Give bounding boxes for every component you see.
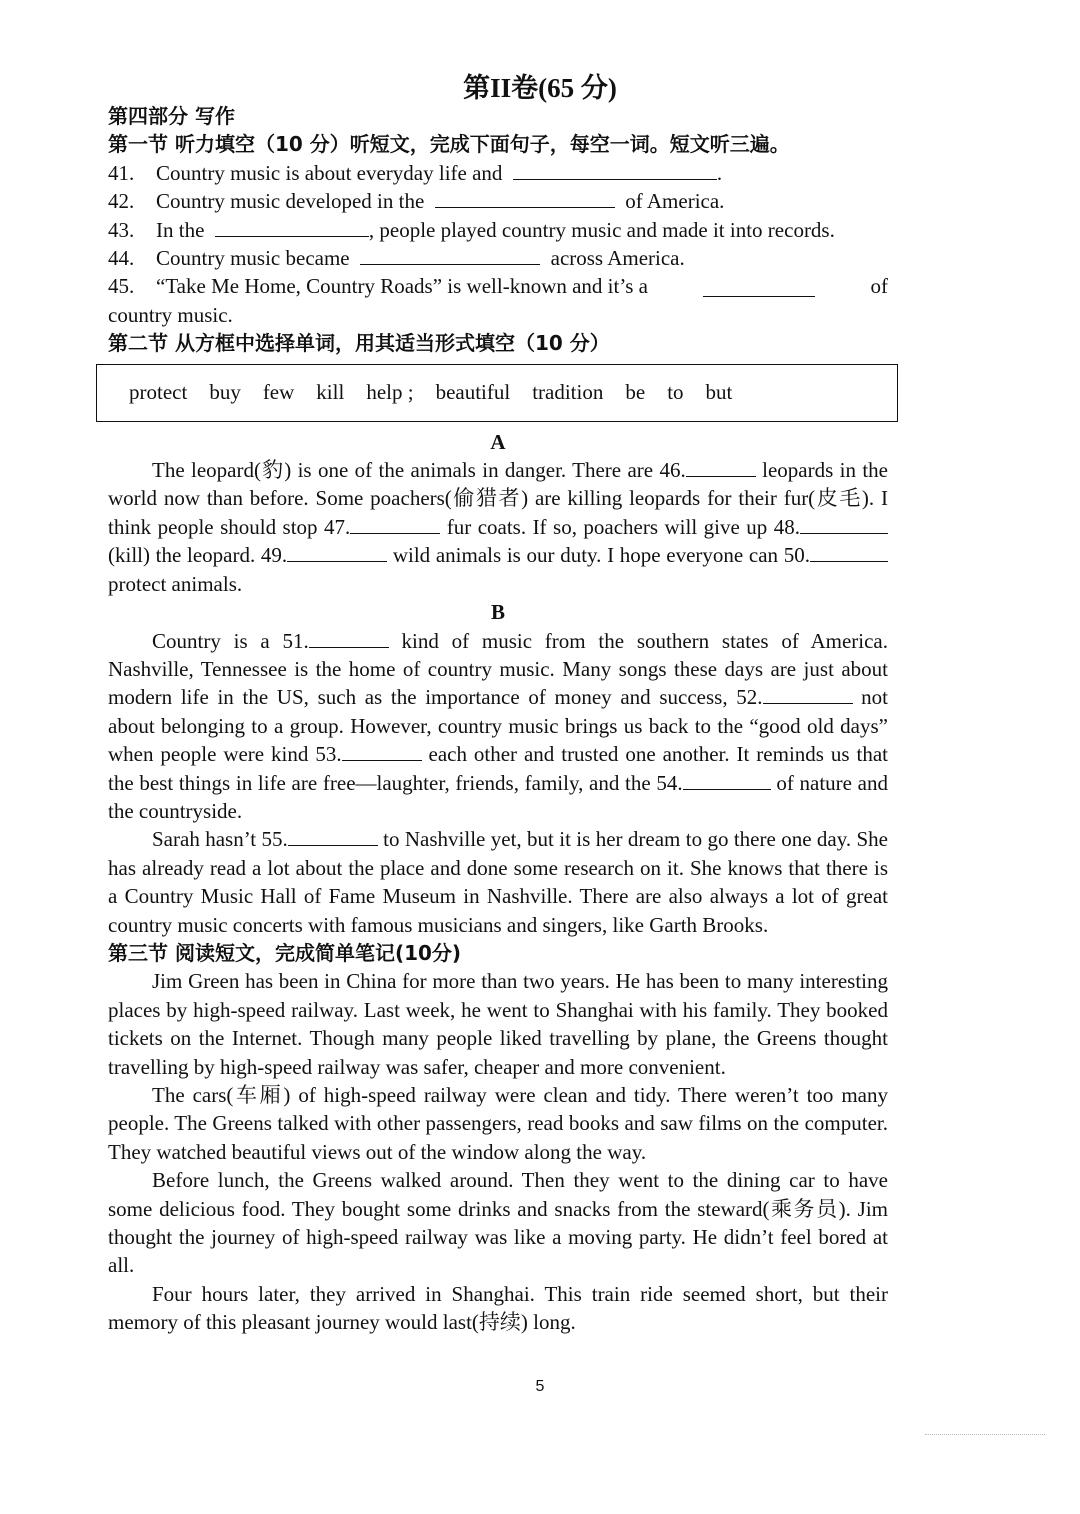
reading-paragraph-1: Jim Green has been in China for more than two years. He has been to many interesting places by high-speed railway. Last week, he went to Shanghai with his family. They booked tickets on the Internet. Though many people liked travelling by plane, the Greens thought travelling by high-speed railway was safer, cheaper and more convenient. — [108, 969, 888, 1079]
question-text: Country music developed in the — [156, 189, 425, 214]
reading-paragraph-3: Before lunch, the Greens walked around. Then they went to the dining car to have some delicious food. They bought some drinks and snacks from the steward(乘务员). Jim thought the journey of high-speed railway was like a moving party. He didn’t feel bored at all. — [108, 1168, 888, 1278]
section2-heading: 第二节 从方框中选择单词，用其适当形式填空（10 分） — [108, 331, 610, 356]
passage-text: fur coats. If so, poachers will give up 48. — [440, 514, 800, 539]
passage-a-label: A — [490, 429, 506, 454]
question-text: Country music became — [156, 246, 350, 271]
word-option: few — [262, 380, 295, 405]
passage-text: of nature and the countryside. — [108, 770, 888, 823]
passage-text: Sarah hasn’t 55. — [152, 827, 288, 852]
word-option: tradition — [532, 380, 604, 405]
reading-paragraph-4: Four hours later, they arrived in Shanghai. This train ride seemed short, but their memory of this pleasant journey would last(持续) long. — [108, 1281, 888, 1335]
passage-text: each other and trusted one another. It reminds us that the best things in life are free—laughter, friends, family, and the 54. — [108, 742, 888, 795]
answer-blank[interactable] — [309, 629, 389, 648]
answer-blank[interactable] — [683, 771, 771, 790]
answer-blank[interactable] — [810, 543, 888, 562]
passage-text: wild animals is our duty. I hope everyone can 50. — [387, 543, 810, 568]
answer-blank-42[interactable] — [435, 189, 615, 208]
question-text: Country music is about everyday life and — [156, 160, 503, 185]
question-text-after: across America. — [550, 246, 685, 271]
question-number: 42. — [108, 189, 135, 214]
answer-blank[interactable] — [686, 458, 756, 477]
answer-blank[interactable] — [342, 742, 422, 761]
answer-blank[interactable] — [800, 515, 888, 534]
passage-b-label: B — [490, 600, 505, 625]
question-text-after: . — [716, 160, 723, 185]
passage-b-paragraph-2 — [108, 825, 888, 939]
q42-line — [108, 187, 888, 215]
passage-text: not about belonging to a group. However, country music brings us back to the “good old days” when people were kind 53. — [108, 685, 889, 767]
word-option: protect — [129, 380, 188, 405]
question-text: In the — [156, 217, 205, 242]
q45-line — [108, 272, 888, 300]
passage-text: (kill) the leopard. 49. — [108, 543, 288, 568]
question-text: “Take Me Home, Country Roads” is well-known and it’s a — [156, 274, 648, 299]
word-option: to — [667, 380, 684, 405]
q45-continuation: country music. — [108, 302, 233, 327]
passage-text: to Nashville yet, but it is her dream to go there one day. She has already read a lot about the place and done some research on it. She knows that there is a Country Music Hall of Fame Museum in Nashville. There are also always a lot of great country music concerts with famous musicians and singers, like Garth Brooks. — [108, 827, 888, 937]
q43-line — [108, 216, 888, 244]
reading-paragraph-2: The cars(车厢) of high-speed railway were clean and tidy. There weren’t too many people. The Greens talked with other passengers, read books and saw films on the computer. They watched beautiful views out of the window along the way. — [108, 1083, 888, 1164]
question-number: 43. — [108, 217, 135, 242]
word-option: buy — [209, 380, 241, 405]
section3-heading: 第三节 阅读短文，完成简单笔记(10分) — [108, 940, 462, 965]
word-option: but — [705, 380, 733, 405]
passage-text: The leopard(豹) is one of the animals in danger. There are 46. — [152, 458, 686, 483]
page-title: 第II卷(65 分) — [463, 73, 617, 103]
question-text-after: , people played country music and made it into records. — [368, 217, 835, 242]
q44-line — [108, 244, 888, 272]
passage-text: protect animals. — [108, 571, 243, 596]
page-number: 5 — [535, 1378, 545, 1395]
answer-blank-44[interactable] — [360, 246, 540, 265]
answer-blank-45[interactable] — [703, 278, 815, 297]
divider — [925, 1434, 1045, 1435]
question-text-after: of — [870, 274, 888, 299]
answer-blank-41[interactable] — [513, 161, 717, 180]
q41-line — [108, 159, 888, 187]
answer-blank[interactable] — [288, 827, 378, 846]
page-content — [108, 102, 888, 1337]
word-option: be — [625, 380, 646, 405]
passage-text: Country is a 51. — [152, 628, 309, 653]
answer-blank-43[interactable] — [215, 218, 369, 237]
passage-text: kind of music from the southern states of America. Nashville, Tennessee is the home of country music. Many songs these days are just about modern life in the US, such as the importance of money and success, 52. — [108, 628, 888, 710]
part-heading: 第四部分 写作 — [108, 104, 235, 128]
word-option: help ; — [366, 380, 414, 405]
passage-b-paragraph-1 — [108, 627, 888, 826]
question-number: 44. — [108, 246, 135, 271]
passage-text: leopards in the world now than before. Some poachers(偷猎者) are killing leopards for their fur(皮毛). I think people should stop 47. — [108, 458, 888, 539]
word-option: kill — [316, 380, 345, 405]
question-number: 41. — [108, 160, 135, 185]
answer-blank[interactable] — [763, 685, 853, 704]
answer-blank[interactable] — [287, 543, 387, 562]
word-option: beautiful — [435, 380, 511, 405]
question-text-after: of America. — [625, 189, 725, 214]
word-box — [96, 364, 898, 422]
passage-a — [108, 456, 888, 598]
question-number: 45. — [108, 274, 135, 299]
answer-blank[interactable] — [350, 515, 440, 534]
section1-heading: 第一节 听力填空（10 分）听短文，完成下面句子，每空一词。短文听三遍。 — [108, 132, 790, 157]
